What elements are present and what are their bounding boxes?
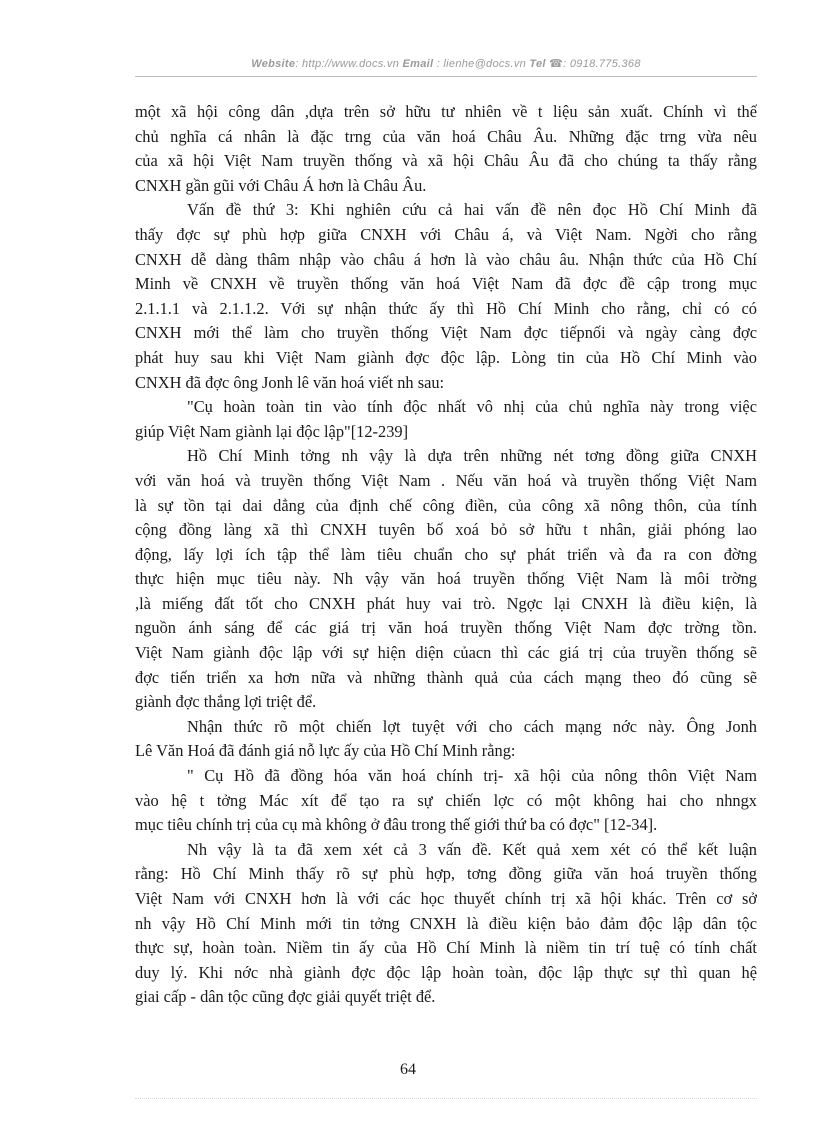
text-line: " Cụ Hồ đã đồng hóa văn hoá chính trị- xã hội của nông thôn Việt Nam — [187, 766, 757, 786]
text-line: Minh về CNXH về truyền thống văn hoá Việt Nam đã đợc đề cập trong mục — [135, 274, 757, 294]
text-line: CNXH gần gũi với Châu Á hơn là Châu Âu. — [135, 175, 427, 195]
email-label: Email — [402, 58, 434, 70]
text-line: duy lý. Khi nớc nhà giành đợc độc lập hoàn toàn, độc lập thực sự thì quan hệ — [135, 962, 757, 982]
text-line: giành đợc thắng lợi triệt để. — [135, 692, 317, 712]
text-line: mục tiêu chính trị của cụ mà không ở đâu trong thế giới thứ ba có đợc" [12-34]. — [135, 815, 658, 835]
tel-label: Tel — [529, 58, 546, 70]
text-line: vào hệ t tởng Mác xít để tạo ra sự chiến lợc có một không hai cho nhngx — [135, 790, 757, 810]
text-line: phát huy sau khi Việt Nam giành đợc độc lập. Lòng tin của Hồ Chí Minh vào — [135, 347, 757, 367]
text-line: Vấn đề thứ 3: Khi nghiên cứu cả hai vấn đề nên đọc Hồ Chí Minh đã — [187, 200, 757, 220]
page-number: 64 — [400, 1061, 416, 1078]
tel-value: ☎: 0918.775.368 — [545, 58, 641, 70]
website-value: : http://www.docs.vn — [295, 58, 403, 70]
text-line: Nhận thức rõ một chiến lợt tuyệt với cho cách mạng nớc này. Ông Jonh — [187, 716, 757, 736]
text-line: 2.1.1.1 và 2.1.1.2. Với sự nhận thức ấy thì Hồ Chí Minh cho rằng, chỉ có có — [135, 298, 757, 318]
text-line: nguồn ánh sáng để các giá trị văn hoá truyền thống Việt Nam đợc trờng tồn. — [135, 618, 757, 638]
text-line: động, lấy lợi ích tập thể làm tiêu chuẩn cho sự phát triển và đa ra con đờng — [135, 544, 757, 564]
text-line: "Cụ hoàn toàn tin vào tính độc nhất vô nhị của chủ nghĩa này trong việc — [187, 397, 757, 417]
text-line: thực sự, hoàn toàn. Niềm tin ấy của Hồ Chí Minh là niềm tin trí tuệ có tính chất — [135, 938, 757, 958]
text-line: Nh vậy là ta đã xem xét cả 3 vấn đề. Kết quả xem xét có thể kết luận — [187, 839, 757, 859]
text-line: của xã hội Việt Nam truyền thống và xã hội Châu Âu đã cho chúng ta thấy rằng — [135, 151, 757, 171]
text-line: CNXH đã đợc ông Jonh lê văn hoá viết nh sau: — [135, 372, 445, 392]
header-rule — [135, 76, 757, 77]
text-line: Việt Nam với CNXH hơn là với các học thuyết chính trị xã hội khác. Trên cơ sở — [135, 889, 757, 908]
text-line: Hồ Chí Minh tởng nh vậy là dựa trên những nét tơng đồng giữa CNXH — [187, 446, 757, 466]
text-line: giúp Việt Nam giành lại độc lập"[12-239] — [135, 421, 409, 441]
text-line: chủ nghĩa cá nhân là đặc trng của văn hoá Châu Âu. Những đặc trng vừa nêu — [135, 126, 757, 146]
page-header — [135, 57, 757, 70]
text-line: thực hiện mục tiêu này. Nh vậy văn hoá truyền thống Việt Nam là môi trờng — [135, 569, 757, 589]
text-line: Việt Nam giành độc lập với sự hiện diện củacn thì các giá trị của truyền thống sẽ — [135, 643, 757, 663]
footer-rule — [135, 1098, 757, 1099]
text-line: đợc tiến triển xa hơn nữa và những thành quả của cách mạng theo đó cũng sẽ — [135, 667, 757, 687]
text-line: cộng đồng làng xã thì CNXH tuyên bố xoá bỏ sở hữu t nhân, giải phóng lao — [135, 520, 757, 540]
document-body — [135, 100, 757, 1010]
text-line: CNXH dễ dàng thâm nhập vào châu á hơn là vào châu âu. Nhận thức của Hồ Chí — [135, 249, 757, 269]
text-line: rằng: Hồ Chí Minh thấy rõ sự phù hợp, tơng đồng giữa văn hoá truyền thống — [135, 864, 757, 884]
text-line: Lê Văn Hoá đã đánh giá nỗ lực ấy của Hồ Chí Minh rằng: — [135, 741, 516, 761]
text-line: với văn hoá và truyền thống Việt Nam . Nếu văn hoá và truyền thống Việt Nam — [135, 470, 757, 490]
text-line: nh vậy Hồ Chí Minh mới tin tởng CNXH là điều kiện bảo đảm độc lập dân tộc — [135, 913, 757, 933]
text-line: thấy đợc sự phù hợp giữa CNXH với Châu á, và Việt Nam. Ngời cho rằng — [135, 224, 757, 244]
text-line: một xã hội công dân ,dựa trên sở hữu tư nhiên về t liệu sản xuất. Chính vì thế — [135, 102, 757, 121]
text-line: giai cấp - dân tộc cũng đợc giải quyết triệt để. — [135, 987, 436, 1007]
email-value: : lienhe@docs.vn — [433, 58, 530, 70]
text-line: ,là miếng đất tốt cho CNXH phát huy vai trò. Ngợc lại CNXH là điều kiện, là — [135, 593, 757, 613]
text-line: CNXH mới thể làm cho truyền thống Việt Nam đợc tiếpnối và ngày càng đợc — [135, 323, 757, 343]
website-label: Website — [251, 58, 296, 70]
text-line: là sự tồn tại dai dẳng của định chế công điền, của công xã nông thôn, của tính — [135, 495, 757, 515]
